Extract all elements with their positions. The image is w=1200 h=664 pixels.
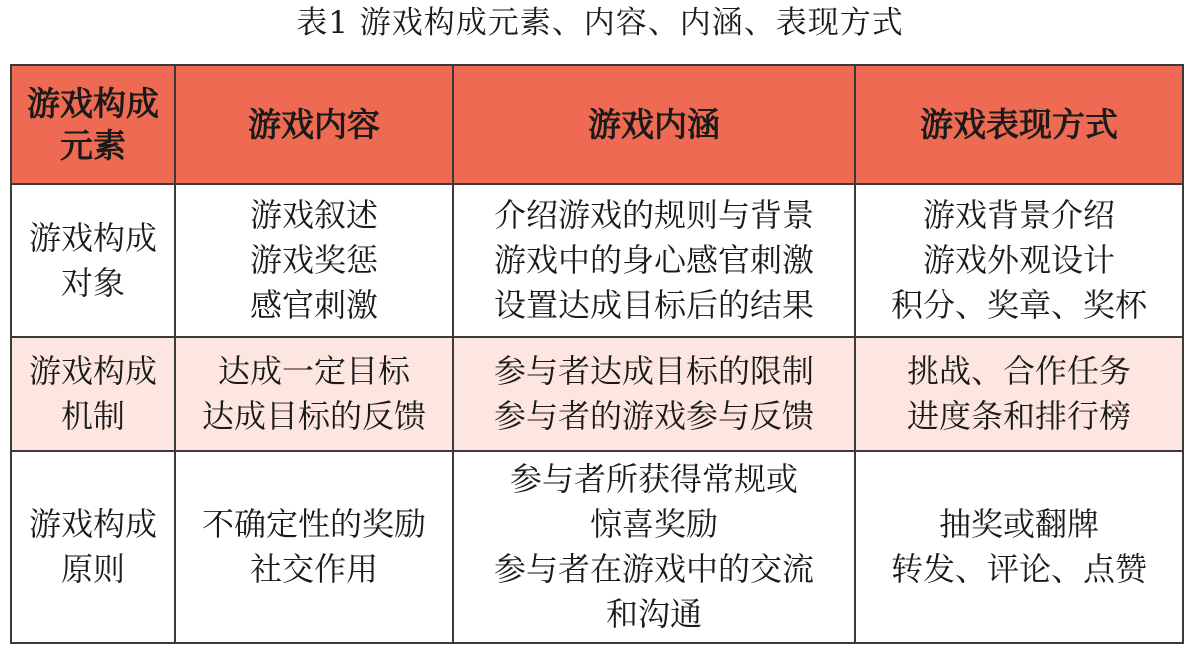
table-row — [11, 184, 1183, 337]
cell-content — [175, 337, 453, 451]
cell-meaning — [453, 451, 855, 643]
cell-line: 社交作用 — [249, 550, 378, 588]
table-header-row — [11, 65, 1183, 184]
cell-content — [175, 451, 453, 643]
cell-line: 惊喜奖励 — [589, 505, 718, 543]
cell-line: 达成目标的反馈 — [201, 397, 426, 435]
cell-line: 挑战、合作任务 — [906, 352, 1131, 390]
cell-line: 介绍游戏的规则与背景 — [493, 196, 814, 234]
cell-line: 设置达成目标后的结果 — [493, 286, 814, 324]
header-cell-element — [11, 65, 175, 184]
cell-line: 游戏外观设计 — [922, 241, 1115, 279]
header-cell-expression: 游戏表现方式 — [855, 65, 1183, 184]
cell-meaning — [453, 337, 855, 451]
cell-line: 和沟通 — [605, 595, 702, 633]
table-caption: 表1 游戏构成元素、内容、内涵、表现方式 — [296, 5, 904, 41]
cell-meaning — [453, 184, 855, 337]
cell-line: 不确定性的奖励 — [201, 505, 426, 543]
cell-line: 游戏背景介绍 — [922, 196, 1115, 234]
cell-expression — [855, 451, 1183, 643]
cell-line: 机制 — [60, 397, 125, 435]
cell-line: 感官刺激 — [249, 286, 378, 324]
cell-line: 参与者的游戏参与反馈 — [493, 397, 814, 435]
cell-line: 参与者达成目标的限制 — [493, 352, 814, 390]
table-row — [11, 451, 1183, 643]
cell-line: 游戏构成 — [28, 218, 157, 257]
header-cell-content: 游戏内容 — [175, 65, 453, 184]
cell-line: 积分、奖章、奖杯 — [890, 286, 1147, 324]
header-line: 元素 — [60, 125, 126, 165]
cell-content — [175, 184, 453, 337]
cell-element — [11, 337, 175, 451]
cell-line: 游戏叙述 — [249, 196, 378, 234]
cell-element — [11, 451, 175, 643]
cell-line: 参与者所获得常规或 — [509, 460, 798, 498]
cell-element — [11, 184, 175, 337]
cell-line: 参与者在游戏中的交流 — [493, 550, 814, 588]
cell-line: 原则 — [60, 550, 125, 588]
cell-line: 游戏构成 — [28, 352, 157, 390]
cell-line: 抽奖或翻牌 — [938, 505, 1099, 543]
table-row — [11, 337, 1183, 451]
cell-line: 达成一定目标 — [217, 352, 410, 390]
cell-line: 对象 — [60, 263, 125, 302]
header-cell-meaning: 游戏内涵 — [453, 65, 855, 184]
header-line: 游戏构成 — [27, 83, 159, 123]
cell-line: 进度条和排行榜 — [906, 397, 1131, 435]
cell-line: 游戏构成 — [28, 505, 157, 543]
cell-line: 转发、评论、点赞 — [890, 550, 1147, 588]
game-elements-table — [10, 64, 1184, 644]
cell-expression — [855, 337, 1183, 451]
cell-line: 游戏奖惩 — [249, 241, 378, 279]
cell-expression — [855, 184, 1183, 337]
cell-line: 游戏中的身心感官刺激 — [493, 241, 814, 279]
